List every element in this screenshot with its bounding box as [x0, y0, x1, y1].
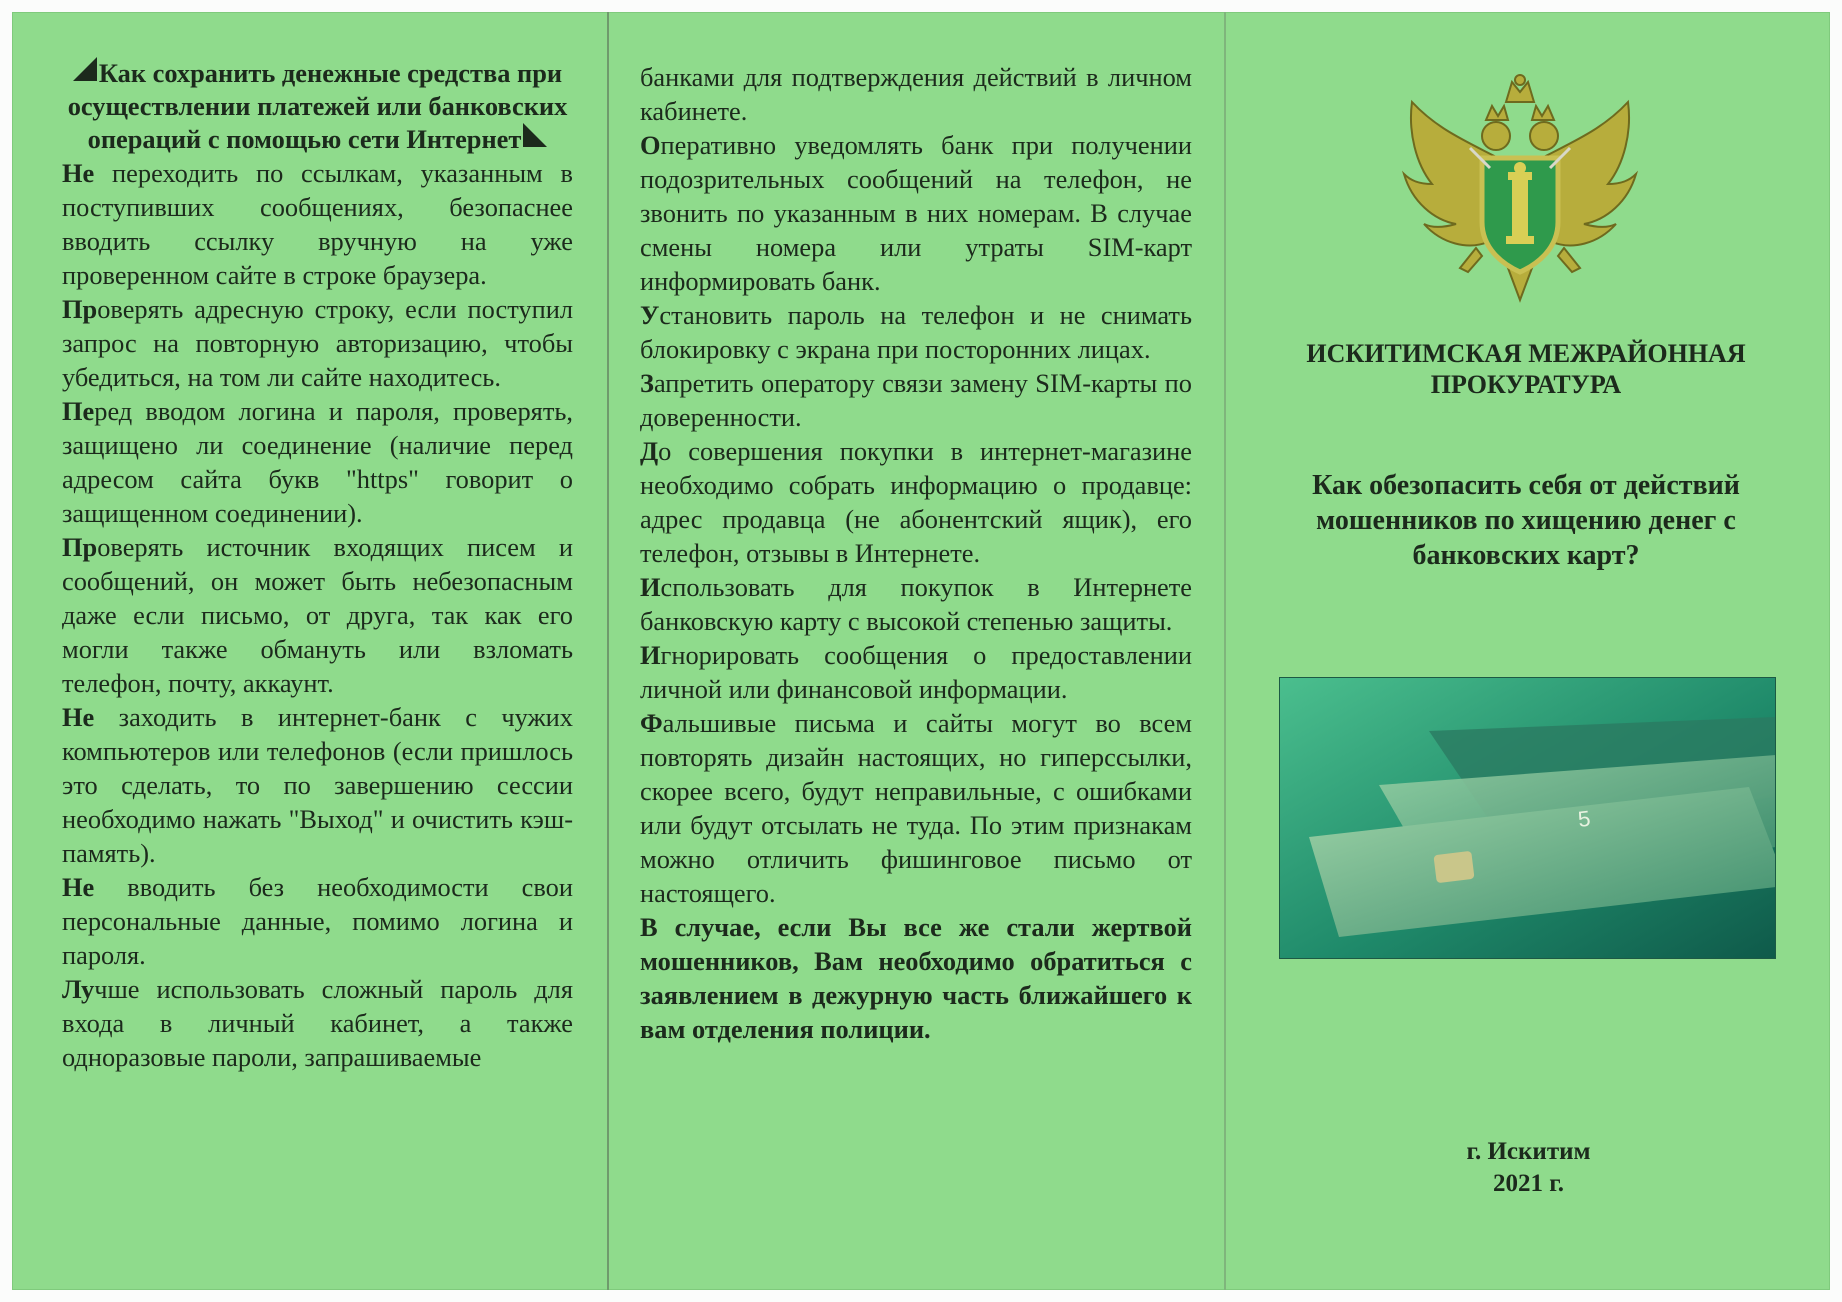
bank-cards-photo	[1279, 677, 1776, 959]
triangle-left-icon	[73, 57, 97, 81]
middle-paragraph: До совершения покупки в интернет-магазине необходимо собрать информацию о продавце: адрес продавца (не абонентский ящик), его телефон, отзывы в Интернете.	[640, 436, 1192, 568]
left-panel-paragraphs	[62, 156, 573, 1074]
left-paragraph: Проверять источник входящих писем и сообщений, он может быть небезопасным даже если письмо, от друга, так как его могли также обмануть или взломать телефон, почту, аккаунт.	[62, 532, 573, 698]
left-paragraph: Не заходить в интернет-банк с чужих компьютеров или телефонов (если пришлось это сделать, то по завершению сессии необходимо нажать "Выход" и очистить кэш-память).	[62, 702, 573, 868]
left-paragraph: Лучше использовать сложный пароль для входа в личный кабинет, а также одноразовые пароли, запрашиваемые	[62, 974, 573, 1072]
fold-line-right	[1224, 12, 1226, 1290]
fold-line-left	[607, 12, 609, 1290]
middle-paragraph: банками для подтверждения действий в личном кабинете.	[640, 62, 1192, 126]
middle-paragraph: Фальшивые письма и сайты могут во всем повторять дизайн настоящих, но гиперссылки, скорее всего, будут неправильные, с ошибками или будут отсылать не туда. По этим признакам можно отличить фишинговое письмо от настоящего.	[640, 708, 1192, 908]
svg-text:5: 5	[1576, 805, 1592, 832]
organization-name: ИСКИТИМСКАЯ МЕЖРАЙОННАЯ ПРОКУРАТУРА	[1306, 339, 1746, 399]
bank-cards-image	[1279, 677, 1776, 959]
middle-panel	[640, 60, 1192, 1046]
police-advice-text: В случае, если Вы все же стали жертвой мошенников, Вам необходимо обратиться с заявлением в дежурную часть ближайшего к вам отделения полиции.	[640, 912, 1192, 1044]
prosecutor-eagle-emblem-icon	[1398, 72, 1642, 304]
left-paragraph: Перед вводом логина и пароля, проверять, защищено ли соединение (наличие перед адресом сайта букв "https" говорит о защищенном соединении).	[62, 396, 573, 528]
left-paragraph: Не переходить по ссылкам, указанным в поступивших сообщениях, безопаснее вводить ссылку вручную на уже проверенном сайте в строке браузера.	[62, 158, 573, 290]
middle-panel-paragraphs	[640, 60, 1192, 910]
middle-paragraph: Использовать для покупок в Интернете банковскую карту с высокой степенью защиты.	[640, 572, 1192, 636]
middle-paragraph: Запретить оператору связи замену SIM-карты по доверенности.	[640, 368, 1192, 432]
middle-paragraph: Игнорировать сообщения о предоставлении личной или финансовой информации.	[640, 640, 1192, 704]
left-paragraph: Не вводить без необходимости свои персональные данные, помимо логина и пароля.	[62, 872, 573, 970]
left-paragraph: Проверять адресную строку, если поступил запрос на повторную авторизацию, чтобы убедиться, на том ли сайте находитесь.	[62, 294, 573, 392]
leaflet-title: Как обезопасить себя от действий мошенников по хищению денег с банковских карт?	[1312, 470, 1740, 571]
middle-paragraph: Установить пароль на телефон и не снимать блокировку с экрана при посторонних лицах.	[640, 300, 1192, 364]
middle-paragraph: Оперативно уведомлять банк при получении подозрительных сообщений на телефон, не звонить по указанным в них номерам. В случае смены номера или утраты SIM-карт информировать банк.	[640, 130, 1192, 296]
left-panel-heading: Как сохранить денежные средства при осуществлении платежей или банковских операций с помощью сети Интернет	[67, 58, 568, 154]
left-panel	[62, 57, 573, 1074]
city-and-year: г. Искитим 2021 г.	[1466, 1138, 1591, 1197]
triangle-right-icon	[523, 123, 547, 147]
